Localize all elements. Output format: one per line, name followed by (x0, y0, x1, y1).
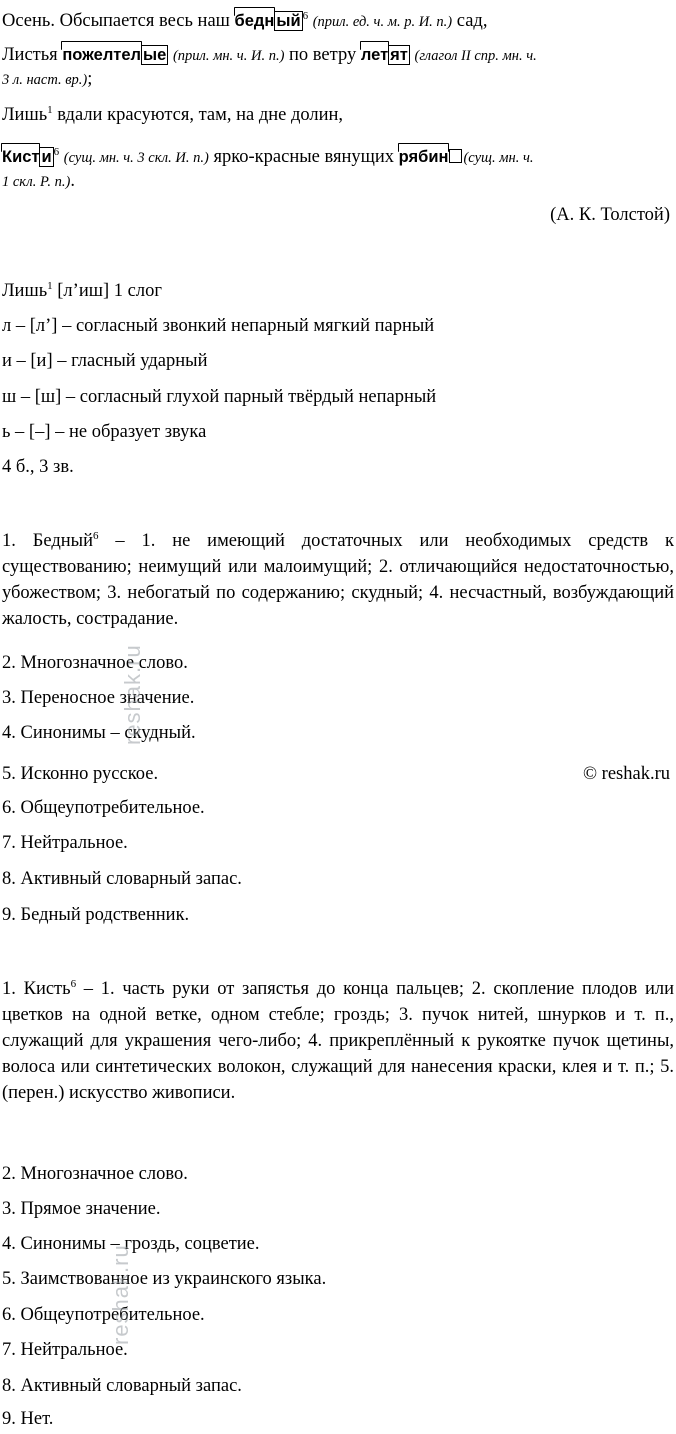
list-item: 4. Синонимы – гроздь, соцветие. (2, 1234, 260, 1254)
watermark: reshak.ru (120, 644, 145, 745)
list-item: 8. Активный словарный запас. (2, 869, 242, 889)
grammar-note: 1 скл. Р. п.) (2, 174, 71, 190)
poem-line-6 (2, 170, 75, 193)
poem-line-3 (2, 68, 92, 91)
text: по ветру (284, 45, 361, 65)
list-item: 7. Нейтральное. (2, 1340, 128, 1360)
phonetic-row: ш – [ш] – согласный глухой парный твёрдый непарный (2, 387, 437, 407)
bedny-definition (2, 528, 674, 632)
list-item: 7. Нейтральное. (2, 833, 128, 853)
phonetic-summary: 4 б., 3 зв. (2, 457, 74, 477)
footnote-mark: 1 (47, 103, 53, 116)
grammar-note: (глагол II спр. мн. ч. (414, 48, 537, 64)
phonetic-heading (2, 280, 162, 302)
text: ; (87, 69, 93, 89)
list-item: 5. Исконно русское. (2, 764, 159, 784)
grammar-note: (сущ. мн. ч. 3 скл. И. п.) (63, 150, 209, 166)
text: [л’иш] 1 слог (52, 281, 162, 301)
word-kisti (2, 148, 54, 166)
word-ending: ят (390, 46, 408, 64)
word-ending: и (41, 148, 52, 166)
text: Лишь (2, 105, 48, 125)
footnote-mark: 6 (53, 145, 60, 158)
word-bedny (235, 12, 303, 30)
text: 1. Кисть (2, 979, 71, 999)
footnote-mark: 6 (302, 9, 309, 22)
list-item: 2. Многозначное слово. (2, 1164, 188, 1184)
text: сад, (452, 11, 488, 31)
list-item: 9. Бедный родственник. (2, 905, 190, 925)
poem-line-4 (2, 104, 343, 126)
poem-line-2 (2, 42, 537, 67)
list-item: 4. Синонимы – скудный. (2, 723, 196, 743)
word-letyat (361, 46, 410, 64)
text: – 1. часть руки от запястья до конца пальцев; 2. скопление плодов или цветков на одной ветке, одном стебле; гроздь; 3. пучок нитей, шнурков и т. п., служащий для украшения чего-либо; 4. прикреплённый к рукоятке пучок щетины, волоса или синтетических волокон, служащий для нанесения краски, клея и т. п.; 5. (перен.) искусство живописи. (2, 979, 674, 1103)
poem-line-1 (2, 8, 487, 33)
list-item: 3. Прямое значение. (2, 1199, 161, 1219)
text: Осень. Обсыпается весь наш (2, 11, 235, 31)
list-item: 6. Общеупотребительное. (2, 1305, 205, 1325)
footnote-mark: 1 (47, 279, 53, 292)
text: 1. Бедный (2, 531, 93, 551)
list-item: 2. Многозначное слово. (2, 653, 188, 673)
phonetic-row: ь – [–] – не образует звука (2, 422, 207, 442)
grammar-note: (прил. мн. ч. И. п.) (172, 48, 285, 64)
word-ending: ые (143, 46, 167, 64)
text: вдали красуются, там, на дне долин, (52, 105, 344, 125)
text: Лишь (2, 281, 48, 301)
list-item: 3. Переносное значение. (2, 688, 195, 708)
list-item: 6. Общеупотребительное. (2, 798, 205, 818)
text: Листья (2, 45, 63, 65)
poem-line-5 (2, 144, 534, 169)
text: – 1. не имеющий достаточных или необходимых средств к существованию; неимущий или малоимущий; 2. отличающийся недостаточностью, убожеством; 3. небогатый по содержанию; скудный; 4. несчастный, возбуждающий жалость, сострадание. (2, 531, 674, 629)
phonetic-row: и – [и] – гласный ударный (2, 351, 208, 371)
word-ryabin (399, 148, 449, 166)
kist-definition (2, 976, 674, 1106)
list-item: 5. Заимствованное из украинского языка. (2, 1269, 327, 1289)
word-stem: рябин (399, 144, 449, 168)
footnote-mark: 6 (70, 977, 77, 990)
footnote-mark: 6 (92, 529, 99, 542)
text: . (70, 171, 75, 191)
text: ярко-красные вянущих (208, 147, 399, 167)
word-ending: ый (276, 12, 301, 30)
grammar-note: (прил. ед. ч. м. р. И. п.) (312, 14, 453, 30)
word-stem: лет (361, 42, 388, 66)
word-stem: пожелтел (62, 42, 141, 66)
phonetic-row: л – [л’] – согласный звонкий непарный мягкий парный (2, 316, 435, 336)
grammar-note: 3 л. наст. вр.) (2, 72, 88, 88)
word-pozheltelye (62, 46, 168, 64)
list-item: 8. Активный словарный запас. (2, 1376, 242, 1396)
list-item: 9. Нет. (2, 1409, 54, 1429)
word-stem: бедн (235, 8, 275, 32)
poem-author: (А. К. Толстой) (550, 205, 670, 225)
grammar-note: (сущ. мн. ч. (463, 150, 534, 166)
zero-ending-box (449, 149, 462, 163)
watermark: reshak.ru (108, 1244, 133, 1345)
copyright-label: © reshak.ru (583, 764, 670, 784)
word-stem: Кист (2, 144, 39, 168)
